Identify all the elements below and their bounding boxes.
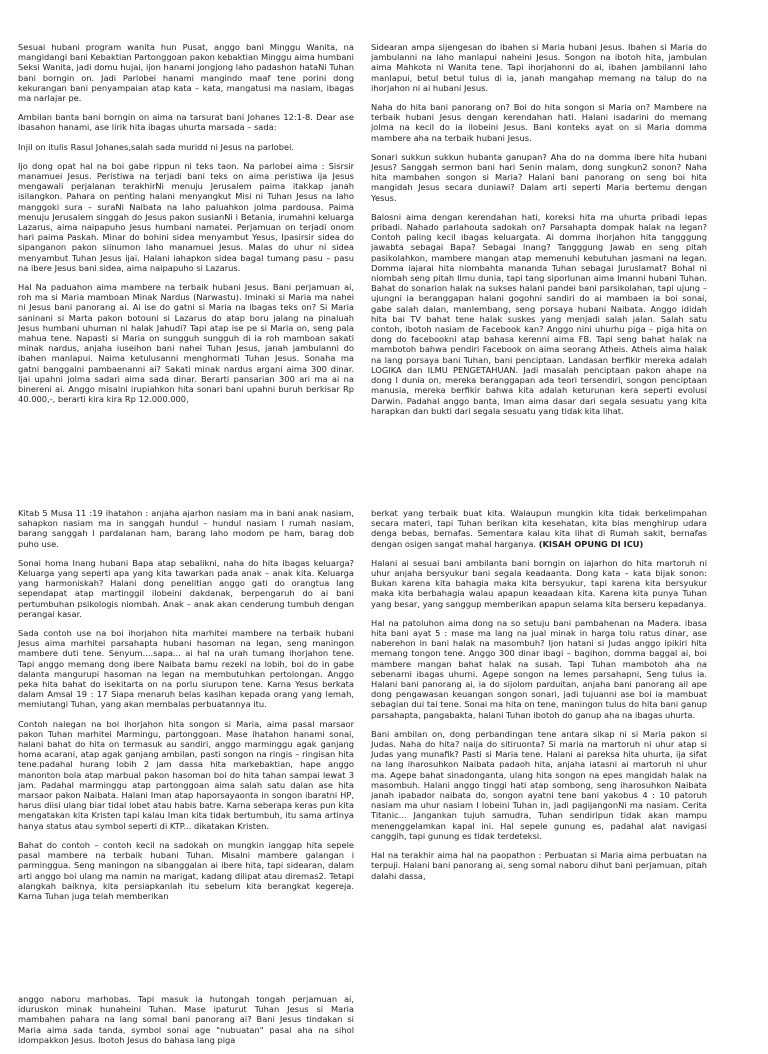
document-page-3 [0, 960, 768, 1045]
paragraph: Injil on itulis Rasul Johanes,salah sada muridd ni Jesus na parlobei. [18, 141, 295, 152]
paragraph: Sonai homa Inang hubani Bapa atap sebalikni, naha do hita ibagas keluarga? Keluarga yang seperti apa yang kita tawarkan pada anak – anak kita. Keluarga yang harmoniskah? Halani dong penelitian anggo gati do orangtua lang sependapat atap martinggil ilobeini dakdanak, berpengaruh do ai bani pertumbuhan psikologis niombah. Anak – anak akan cenderung tumbuh dengan perangai kasar. [18, 557, 354, 619]
paragraph: Ambilan banta bani borngin on aima na tarsurat bani Johanes 12:1-8. Dear ase ibasahon hanami, ase lirik hita ibagas uhurta marsada – sada: [18, 112, 354, 133]
paragraph: Sesuai hubani program wanita hun Pusat, anggo bani Minggu Wanita, na mangidangi bani Kebaktian Partonggoan pakon kebaktian Minggu aima humbani Seksi Wanita, jadi domu hujai, ijon hanami jongjong laho padashon hataNi Tuhan bani borngin on. Jadi Parlobei hanami mangindo maaf tene porini dong kekurangan bani penyampaian atap kata – kata, mangatusi ma nasiam, ibagas ma narlajar pe. [18, 42, 354, 104]
paragraph: Bahat do contoh – contoh kecil na sadokah on mungkin ianggap hita sepele pasal mambere na terbaik hubani Tuhan. Misalni mambere galangan i parminggua. Seng maningon na sibanggalan ai ibere hita, tapi sidearan, dalam arti anggo boi ulang ma namin na marigat, kadang dilipat atau diremas2. Tetapi alangkah baiknya, kita persiapkanlah itu sebelum kita berangkat kegereja. Karna Tuhan juga telah memberikan [18, 839, 354, 901]
paragraph: Sidearan ampa sijengesan do ibahen si Maria hubani Jesus. Ibahen si Maria do jambulanni na laho manlapui naheini Jesus. Songon na ibotoh hita, jambulan aima Mahkota ni Wanita tene. Tapi ihorjahonni do ai, ibahen jambilanni laho manlapui, betul betul tulus di ia, janah mangahap memang na talup do na ihorjahon ni ai hubani Jesus. [371, 42, 707, 93]
page-1-right-column [371, 42, 707, 425]
paragraph: Ijo dong opat hal na boi gabe rippun ni teks taon. Na parlobei aima : Sisrsir manamuei Jesus. Peristiwa na terjadi bani teks on aima peristiwa ija Jesus mengawali perjalanan terakhirNi menuju Jerusalem paima itakkap janah isilangkon. Pahara on penting halani menyangkut Misi ni Tuhan Jesus na laho manggoki sura – suraNi Naibata na laho paluahkon jolma pardousa. Paima menuju Jerusalem singgah do Jesus pakon susianNi i Betania, irumahni keluarga Lazarus, aima naipapuho Jesus humbani namatei. Perjamuan on terjadi onom hari paima Paskah. Minar do bohini sidea menyambut Yesus, Ipasirsir sidea do sipanganon pakon siinumon laho manamuei Jesus. Malas do uhur ni sidea menyambut Tuhan Jesus ijai. Halani iahapkon sidea bagal tumang pasu – pasu na ibere Jesus bani sidea, aima naipapuho si Lazarus. [18, 160, 354, 273]
paragraph: Naha do hita bani panorang on? Boi do hita songon si Maria on? Mambere na terbaik hubani Jesus dengan kerendahan hati. Halani isadarini do memang jolma na kecil do ia ilobeini Jesus. Bani konteks ayat on si Maria domma mambere aha na terbaik hubani Jesus. [371, 102, 707, 143]
paragraph-text: berkat yang terbaik buat kita. Walaupun mungkin kita tidak berkelimpahan secara materi, tapi Tuhan berikan kita kesehatan, kita bias menghirup udara denga bebas, bernafas. Sementara kalau kita lihat di Rumah sakit, bernafas dengan osigen sangat mahal harganya. [371, 508, 707, 549]
story-reference: (KISAH OPUNG DI ICU) [538, 538, 644, 549]
page-2-right-column [371, 508, 707, 890]
paragraph [371, 508, 707, 549]
paragraph: Bani ambilan on, dong perbandingan tene antara sikap ni si Maria pakon si Judas. Naha do hita? naija do sitiruonta? Si maria na martoruh ni uhur atap si Judas yang munafik? Pasti si Maria tene. Halani ai pareksa hita uhurta, ija sifat na lang iharosuhkon Naibata padaoh hita, anjaha iatasni ai martoruh ni uhur ma. Agepe bahat sinadonganta, ulang hita songon na epes mangidah halak na masombuh. Halani anggo tinggi hati atap sombong, seng iharosuhkon Naibata janah ipabador naibata do, songon ayatni tene bani yakobus 4 : 10 patoruh nasiam ma uhur nasiam I lobeini Tuhan in, jadi pagijangonNi ma nasiam. Cerita Titanic... Jangankan tujuh samudra, Tuhan sendiripun tidak akan mampu menenggelamkan kapal ini. Hal sepele gunung es, padahal alat navigasi canggih, tapi gunung es tidak terdeteksi. [371, 728, 707, 841]
paragraph: anggo naboru marhobas. Tapi masuk ia hutongah tongah perjamuan ai, iduruskon minak hunaheini Tuhan. Mase ipaturut Tuhan Jesus si Maria mambahen pahara na lang somal bani panorang ai? Bani Jesus tindakan si Maria aima sada tanda, symbol sonai age "nubuatan" pasal aha na sihol idompakkon Jesus. Ibotoh Jesus do bahasa lang piga [18, 994, 354, 1045]
page-2-left-column [18, 508, 354, 910]
document-page-2 [0, 500, 768, 960]
document-page-1 [0, 0, 768, 500]
paragraph: Sada contoh use na boi ihorjahon hita marhitei mambere na terbaik hubani Jesus aima marhitei parsahapta hubani hasoman na legan, seng maningon mambere duti tene. Senyum....sapa... ai hal na urah tumang ihorjahon tene. Tapi anggo memang dong ibere Naibata bamu rezeki na lobih, boi do in gabe dalanta mangurupi hasoman na legan na membutuhkan pertolongan. Anggo peka hita bahat do isekitarta on na porlu siurupon tene. Karna Yesus berkata dalam Amsal 19 : 17 Siapa menaruh belas kasihan kepada orang yang lemah, memiutangi Tuhan, yang akan membalas perbuatannya itu. [18, 628, 354, 710]
paragraph: Kitab 5 Musa 11 :19 ihatahon : anjaha ajarhon nasiam ma in bani anak nasiam, sahapkon nasiam ma in sanggah hundul – hundul nasiam I rumah nasiam, barang sanggah I pardalanan ham, barang laho modom pe ham, barag dob puho use. [18, 508, 354, 549]
paragraph: Sonari sukkun sukkun hubanta ganupan? Aha do na domma ibere hita hubani Jesus? Sanggah sermon bani hari Senin malam, dong sungkun2 sonon? Naha hita mambahen songon si Maria? Halani bani panorang on seng boi hita mangidah Jesus secara duniawi? Dalam arti seperti Maria bertemu dengan Yesus. [371, 151, 707, 203]
page-3-left-column [18, 994, 354, 1054]
paragraph: Hal Na paduahon aima mambere na terbaik hubani Jesus. Bani perjamuan ai, roh ma si Maria mamboan Minak Nardus (Narwastu). Iminaki si Maria ma nahei ni Jesus bani panorang ai. Ai ise do gatni si Maria na ibagas teks on? Si Maria saninani si Marta pakon botouni si Lazarus do atap boru jalang na pinaluah Jesus humbani uhuman ni halak Jahudi? Tapi atap ise pe si Maria on, seng pala mahua tene. Napasti si Maria on sungguh sungguh di ia roh mamboan sakati minak nardus, anjaha iuseihon bani nahei Tuhan Jesus, janah jambulanni do ibahen manlapui. Naima ketulusanni menghormati Tuhan Jesus. Sonaha ma gatni banggalni pambaenanni ai? Sakati minak nardus argani aima 300 dinar. Ijai upahni jolma sadari aima sada dinar. Berarti pansarian 300 ari ma ai na binereni ai. Anggo misalni irupiahkon hita sonari bani upahni buruh berkisar Rp 40.000,-, berarti kira kira Rp 12.000.000, [18, 282, 354, 405]
paragraph: Balosni aima dengan kerendahan hati, koreksi hita ma uhurta pribadi lepas pribadi. Nahado parlahouta sadokah on? Parsahapta dompak halak na legan? Contoh paling kecil ibagas keluargata. Ai domma ihorjahon hita tangggung jawabta sebagai Bapa? Sebagai Inang? Tangggung Jawab en seng pitah pasikolahkon, mambere mangan atap memenuhi kebutuhan jasmani na legan. Domma iajarai hita niombahta mananda Tuhan sebagai Juruslamat? Bohal ni niombah seng pitah Ilmu dunia, tapi tang siporlunan aima Imanni hubani Tuhan. Bahat do sonarion halak na sukses halani pandei bani parsikolahan, tapi ujung – ujungni ia beranggapan halani gogohni sandiri do ai mambaen ia boi sonai, gabe salah dalan, manlembang, seng porsaya hubani Naibata. Anggo ididah hita bai TV bahat tene halak suskes yang menjadi salah jalan. Salah satu contoh, ibotoh nasiam de Facebook kan? Anggo nini uhurhu piga – piga hita on dong do facebookni atap bahasa kerenni aima FB. Tapi seng bahat halak na mambotoh bahwa pendiri Facebook on aima seorang Atheis. Atheis aima halak na lang porsaya bani Tuhan, bani penciptaan. Landasan berfikir mereka adalah LOGIKA dan ILMU PENGETAHUAN. Jadi masalah penciptaan pakon ahape na dong I dunia on, mereka beranggapan ada teori tersendiri, songon penciptaan manusia, mereka berfikir bahwa kita adalah keturunan kera seperti evolusi Darwin. Padahal anggo banta, Iman aima dasar dari segala sesuatu yang kita harapkan dan bukti dari segala sesuatu yang tidak kita lihat. [371, 211, 707, 416]
paragraph: Hal na patoluhon aima dong na so setuju bani pambahenan na Madera. ibasa hita bani ayat 5 : mase ma lang na jual minak in harga tolu ratus dinar, ase naberehon in bani halak na masombuh? Ijon hatani si Judas anggo ipikiri hita memang tongon tene. Anggo 300 dinar ibagi – bagihon, domma baggal ai, boi mambere mangan bahat halak na susah. Tapi Tuhan mambotoh aha na sebenarni ibagas uhurni. Agepe songon na lemes parsahapni, Seng tulus ia. Halani bani panorang ai, ia do sijolom parduitan, anjaha bani panorang ail ape dong pengawasan keuangan songon sonari, jadi tujuanni ase boi ia mambuat sebagian dui tai tene. Sonai ma hita on tene, maningon tulus do hita bani ganup parsahapta, pangabakta, halani Tuhan ibotoh do ganup aha na ibagas uhurta. [371, 617, 707, 720]
paragraph: Hal na terakhir aima hal na paopathon : Perbuatan si Maria aima perbuatan na terpuji. Halani bani panorang ai, seng somal naboru dihut bani perjamuan, pitah dalahi dassa, [371, 850, 707, 881]
paragraph: Halani ai sesuai bani ambilanta bani borngin on iajarhon do hita martoruh ni uhur anjaha bersyukur bani segala keadaanta. Dong kata – kata bijak sonon: Bukan karena kita bahagia maka kita bersyukur, tapi karena kita bersyukur maka kita berbahagia walau apapun keaadaan kita. Karena kita punya Tuhan yang besar, yang sanggup memberikan apapun selama kita berseru kepadanya. [371, 557, 707, 609]
paragraph: Contoh nalegan na boi ihorjahon hita songon si Maria, aima pasal marsaor pakon Tuhan marhitei Marmingu, partonggoan. Mase ihatahon hanami sonai, halani bahat do hita on termasuk au sandiri, anggo marminggu agak ganjang homa acarani, atap agak ganjang ambilan, pasti songon na ringis – ringisan hita tene.padahal hurang lobih 2 jam dassa hita markebaktian, hape anggo manonton bola atap marbual pakon hasoman boi do hita tahan sampai lewat 3 jam. Padahal marminggu atap partonggoan aima salah satu dalan ase hita marsaor pakon Naibata. Halani Iman atap haporsayaonta in songon ibaratni HP, harus diisi ulang biar tidal lobet atau habis batre. Karna seberapa keras pun kita mengatakan kita Kristen tapi kalau Iman kita tidak bertumbuh, itu sama artinya hanya status atau symbol seperti di KTP... dikatakan Kristen. [18, 718, 354, 831]
page-1-left-column [18, 42, 354, 414]
